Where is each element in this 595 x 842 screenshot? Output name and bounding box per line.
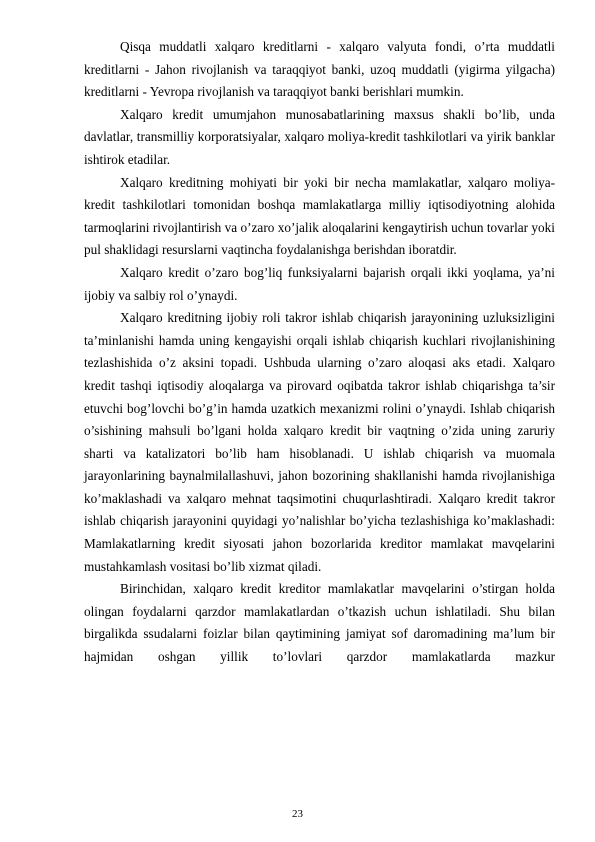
paragraph-5: Xalqaro kreditning ijobiy roli takror ishlab chiqarish jarayonining uzluksizligini ta’minlanishi hamda uning kengayishi orqali ishlab chiqarish kuchlari rivojlanishining tezlashishida o’z aksini topadi. Ushbuda ularning o’zaro aloqasi aks etadi. Xalqaro kredit tashqi iqtisodiy aloqalarga va pirovard oqibatda takror ishlab chiqarishga ta’sir etuvchi bog’lovchi bo’g’in hamda uzatkich mexanizmi rolini o’ynaydi. Ishlab chiqarish o’sishining mahsuli bo’lgani holda xalqaro kredit bir vaqtning o’zida uning zaruriy sharti va katalizatori bo’lib ham hisoblanadi. U ishlab chiqarish va muomala jarayonlarining baynalmilallashuvi, jahon bozorining shakllanishi hamda rivojlanishiga ko’maklashadi va xalqaro mehnat taqsimotini chuqurlashtiradi. Xalqaro kredit takror ishlab chiqarish jarayonini quyidagi yo’nalishlar bo’yicha tezlashishiga ko’maklashadi: Mamlakatlarning kredit siyosati jahon bozorlarida kreditor mamlakat mavqelarini mustahkamlash vositasi bo’lib xizmat qiladi. — [84, 310, 555, 574]
body-text — [84, 36, 555, 669]
paragraph-4: Xalqaro kredit o’zaro bog’liq funksiyalarni bajarish orqali ikki yoqlama, ya’ni ijobiy va salbiy rol o’ynaydi. — [84, 264, 555, 303]
paragraph-1: Qisqa muddatli xalqaro kreditlarni - xalqaro valyuta fondi, o’rta muddatli kreditlarni - Jahon rivojlanish va taraqqiyot banki, uzoq muddatli (yigirma yilgacha) kreditlarni - Yevropa rivojlanish va taraqqiyot banki berishlari mumkin. — [84, 39, 555, 100]
page-number: 23 — [292, 808, 303, 820]
paragraph-2: Xalqaro kredit umumjahon munosabatlarining maxsus shakli bo’lib, unda davlatlar, transmilliy korporatsiyalar, xalqaro moliya-kredit tashkilotlari va yirik banklar ishtirok etadilar. — [84, 106, 555, 167]
paragraph-3: Xalqaro kreditning mohiyati bir yoki bir necha mamlakatlar, xalqaro moliya-kredit tashkilotlari tomonidan boshqa mamlakatlarga milliy iqtisodiyotning alohida tarmoqlarini rivojlantirish va o’zaro xo’jalik aloqalarini kengaytirish uchun tovarlar yoki pul shaklidagi resurslarni vaqtincha foydalanishga berishdan iboratdir. — [84, 174, 555, 258]
paragraph-6: Birinchidan, xalqaro kredit kreditor mamlakatlar mavqelarini o’stirgan holda olingan foydalarni qarzdor mamlakatlardan o’tkazish uchun ishlatiladi. Shu bilan birgalikda ssudalarni foizlar bilan qaytimining jamiyat sof daromadining ma’lum bir hajmidan oshgan yillik to’lovlari qarzdor mamlakatlarda mazkur — [84, 581, 555, 665]
